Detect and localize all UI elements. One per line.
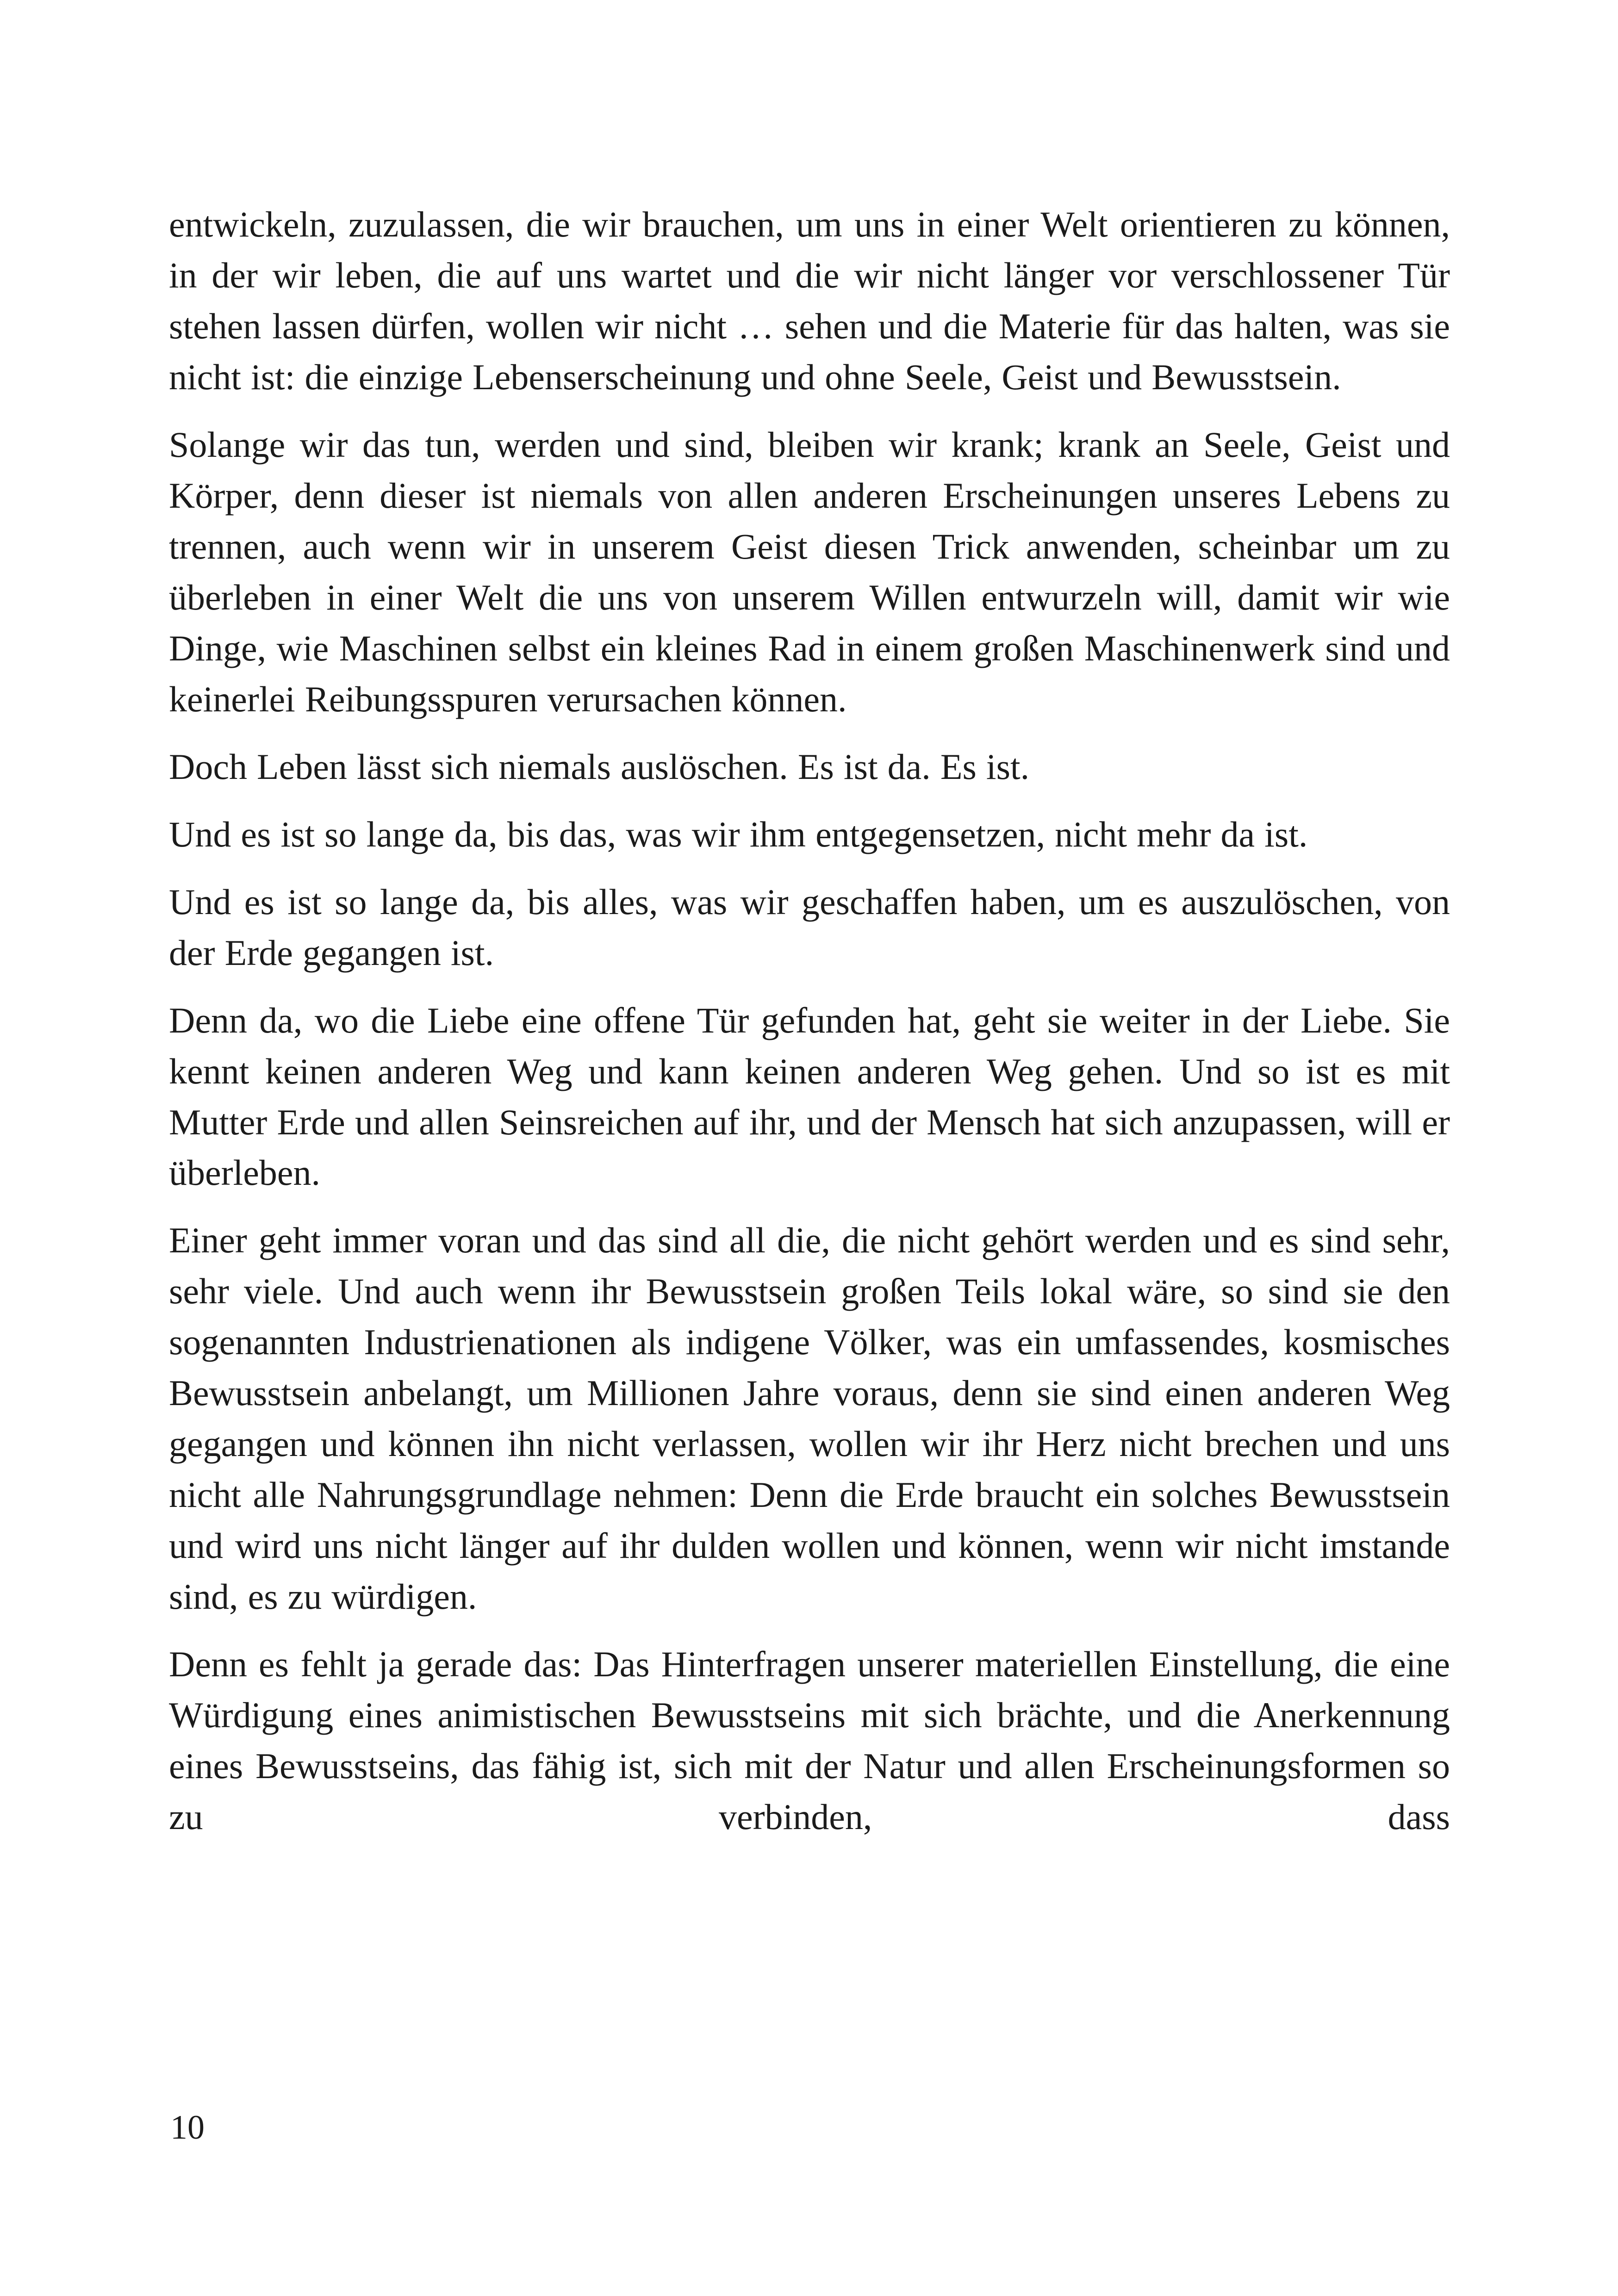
paragraph: Denn es fehlt ja gerade das: Das Hinterfragen unserer materiellen Einstellung, die eine Würdigung eines animistischen Bewusstseins mit sich brächte, und die Anerkennung eines Bewusstseins, das fähig ist, sich mit der Natur und allen Erscheinungsformen so zu verbinden, dass (169, 1644, 1450, 1837)
body-text (169, 199, 1450, 1859)
paragraph: entwickeln, zuzulassen, die wir brauchen, um uns in einer Welt orientieren zu können, in der wir leben, die auf uns wartet und die wir nicht länger vor verschlossener Tür stehen lassen dürfen, wollen wir nicht … sehen und die Materie für das halten, was sie nicht ist: die einzige Lebenserscheinung und ohne Seele, Geist und Bewusstsein. (169, 204, 1450, 397)
paragraph: Und es ist so lange da, bis das, was wir ihm entgegensetzen, nicht mehr da ist. (169, 814, 1308, 854)
paragraph: Einer geht immer voran und das sind all die, die nicht gehört werden und es sind sehr, sehr viele. Und auch wenn ihr Bewusstsein großen Teils lokal wäre, so sind sie den sogenannten Industrienationen als indigene Völker, was ein umfassendes, kosmisches Bewusstsein anbelangt, um Millionen Jahre voraus, denn sie sind einen anderen Weg gegangen und können ihn nicht verlassen, wollen wir ihr Herz nicht brechen und uns nicht alle Nahrungsgrundlage nehmen: Denn die Erde braucht ein solches Bewusstsein und wird uns nicht länger auf ihr dulden wollen und können, wenn wir nicht imstande sind, es zu würdigen. (169, 1220, 1450, 1617)
paragraph: Und es ist so lange da, bis alles, was wir geschaffen haben, um es auszulöschen, von der Erde gegangen ist. (169, 881, 1450, 973)
paragraph: Doch Leben lässt sich niemals auslöschen. Es ist da. Es ist. (169, 746, 1030, 787)
paragraph: Denn da, wo die Liebe eine offene Tür gefunden hat, geht sie weiter in der Liebe. Sie kennt keinen anderen Weg und kann keinen anderen Weg gehen. Und so ist es mit Mutter Erde und allen Seinsreichen auf ihr, und der Mensch hat sich anzupassen, will er überleben. (169, 1000, 1450, 1193)
paragraph: Solange wir das tun, werden und sind, bleiben wir krank; krank an Seele, Geist und Körper, denn dieser ist niemals von allen anderen Erscheinungen unseres Lebens zu trennen, auch wenn wir in unserem Geist diesen Trick anwenden, scheinbar um zu überleben in einer Welt die uns von unserem Willen entwurzeln will, damit wir wie Dinge, wie Maschinen selbst ein kleines Rad in einem großen Maschinenwerk sind und keinerlei Reibungsspuren verursachen können. (169, 424, 1450, 719)
page-number: 10 (170, 2109, 205, 2147)
